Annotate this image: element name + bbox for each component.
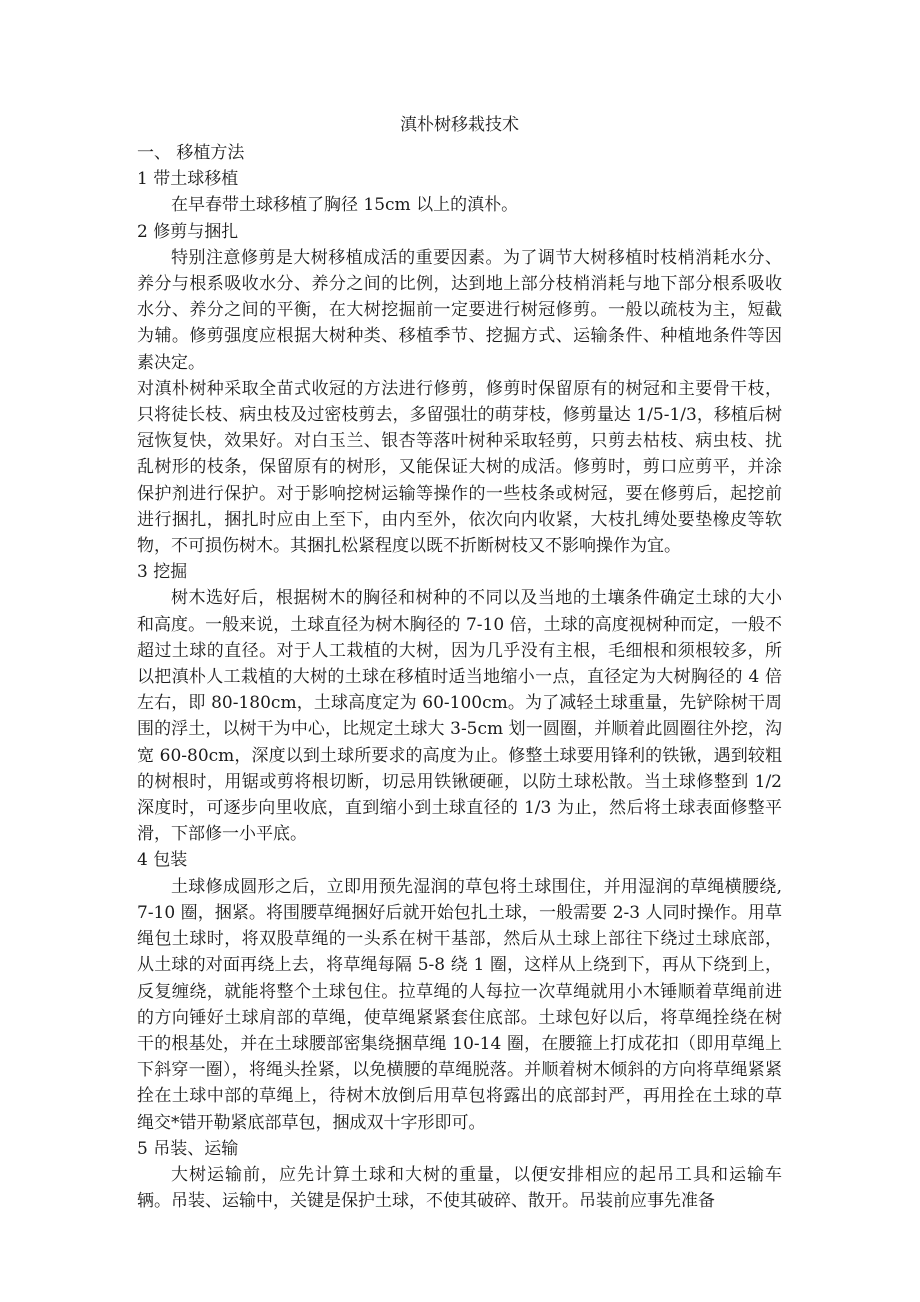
section-paragraph: 在早春带土球移植了胸径 15cm 以上的滇朴。 bbox=[171, 195, 519, 216]
section-paragraph: 特别注意修剪是大树移植成活的重要因素。为了调节大树移植时枝梢消耗水分、养分与根系吸收水分、养分之间的比例，达到地上部分枝梢消耗与地下部分根系吸收水分、养分之间的平衡，在大树挖掘前一定要进行树冠修剪。一般以疏枝为主，短截为辅。修剪强度应根据大树种类、移植季节、挖掘方式、运输条件、种植地条件等因素决定。 bbox=[137, 247, 782, 373]
section-paragraph: 土球修成圆形之后，立即用预先湿润的草包将土球围住，并用湿润的草绳横腰绕, 7-10 圈，捆紧。将围腰草绳捆好后就开始包扎土球，一般需要 2-3 人同时操作。用草绳包土球时，将双股草绳的一头系在树干基部，然后从土球上部往下绕过土球底部，从土球的对面再绕上去，将草绳每隔 5-8 绕 1 圈，这样从上绕到下，再从下绕到上，反复缠绕，就能将整个土球包住。拉草绳的人每拉一次草绳就用小木锤顺着草绳前进的方向锤好土球肩部的草绳，使草绳紧紧套住底部。土球包好以后，将草绳拴绕在树干的根基处，并在土球腰部密集绕捆草绳 10-14 圈，在腰箍上打成花扣（即用草绳上下斜穿一圈），将绳头拴紧，以免横腰的草绳脱落。并顺着树木倾斜的方向将草绳紧紧拴在土球中部的草绳上，待树木放倒后用草包将露出的底部封严，再用拴在土球的草绳交*错开勒紧底部草包，捆成双十字形即可。 bbox=[137, 876, 782, 1133]
section-paragraph: 对滇朴树种采取全苗式收冠的方法进行修剪，修剪时保留原有的树冠和主要骨干枝，只将徒长枝、病虫枝及过密枝剪去，多留强壮的萌芽枝，修剪量达 1/5-1/3，移植后树冠恢复快，效果好。对白玉兰、银杏等落叶树种采取轻剪，只剪去枯枝、病虫枝、扰乱树形的枝条，保留原有的树形，又能保证大树的成活。修剪时，剪口应剪平，并涂保护剂进行保护。对于影响挖树运输等操作的一些枝条或树冠，要在修剪后，起挖前进行捆扎，捆扎时应由上至下，由内至外，依次向内收紧，大枝扎缚处要垫橡皮等软物，不可损伤树木。其捆扎松紧程度以既不折断树枝又不影响操作为宜。 bbox=[137, 378, 782, 557]
section-heading: 1 带土球移植 bbox=[137, 169, 239, 190]
section-heading: 3 挖掘 bbox=[137, 562, 188, 583]
section-heading: 2 修剪与捆扎 bbox=[137, 221, 239, 242]
section-heading: 5 吊装、运输 bbox=[137, 1138, 239, 1159]
section-heading: 一、 移植方法 bbox=[137, 143, 245, 163]
section-heading: 4 包装 bbox=[137, 850, 188, 871]
document-body bbox=[137, 140, 782, 1214]
document-title: 滇朴树移栽技术 bbox=[400, 115, 519, 135]
section-paragraph: 大树运输前，应先计算土球和大树的重量，以便安排相应的起吊工具和运输车辆。吊装、运输中，关键是保护土球，不使其破碎、散开。吊装前应事先准备 bbox=[137, 1164, 782, 1212]
document-page bbox=[137, 110, 782, 1214]
section-paragraph: 树木选好后，根据树木的胸径和树种的不同以及当地的土壤条件确定土球的大小和高度。一般来说，土球直径为树木胸径的 7-10 倍，土球的高度视树种而定，一般不超过土球的直径。对于人工栽植的大树，因为几乎没有主根，毛细根和须根较多，所以把滇朴人工栽植的大树的土球在移植时适当地缩小一点，直径定为大树胸径的 4 倍左右，即 80-180cm，土球高度定为 60-100cm。为了减轻土球重量，先铲除树干周围的浮土，以树干为中心，比规定土球大 3-5cm 划一圆圈，并顺着此圆圈往外挖，沟宽 60-80cm，深度以到土球所要求的高度为止。修整土球要用锋利的铁锹，遇到较粗的树根时，用锯或剪将根切断，切忌用铁锹硬砸，以防土球松散。当土球修整到 1/2 深度时，可逐步向里收底，直到缩小到土球直径的 1/3 为止，然后将土球表面修整平滑，下部修一小平底。 bbox=[137, 588, 782, 845]
